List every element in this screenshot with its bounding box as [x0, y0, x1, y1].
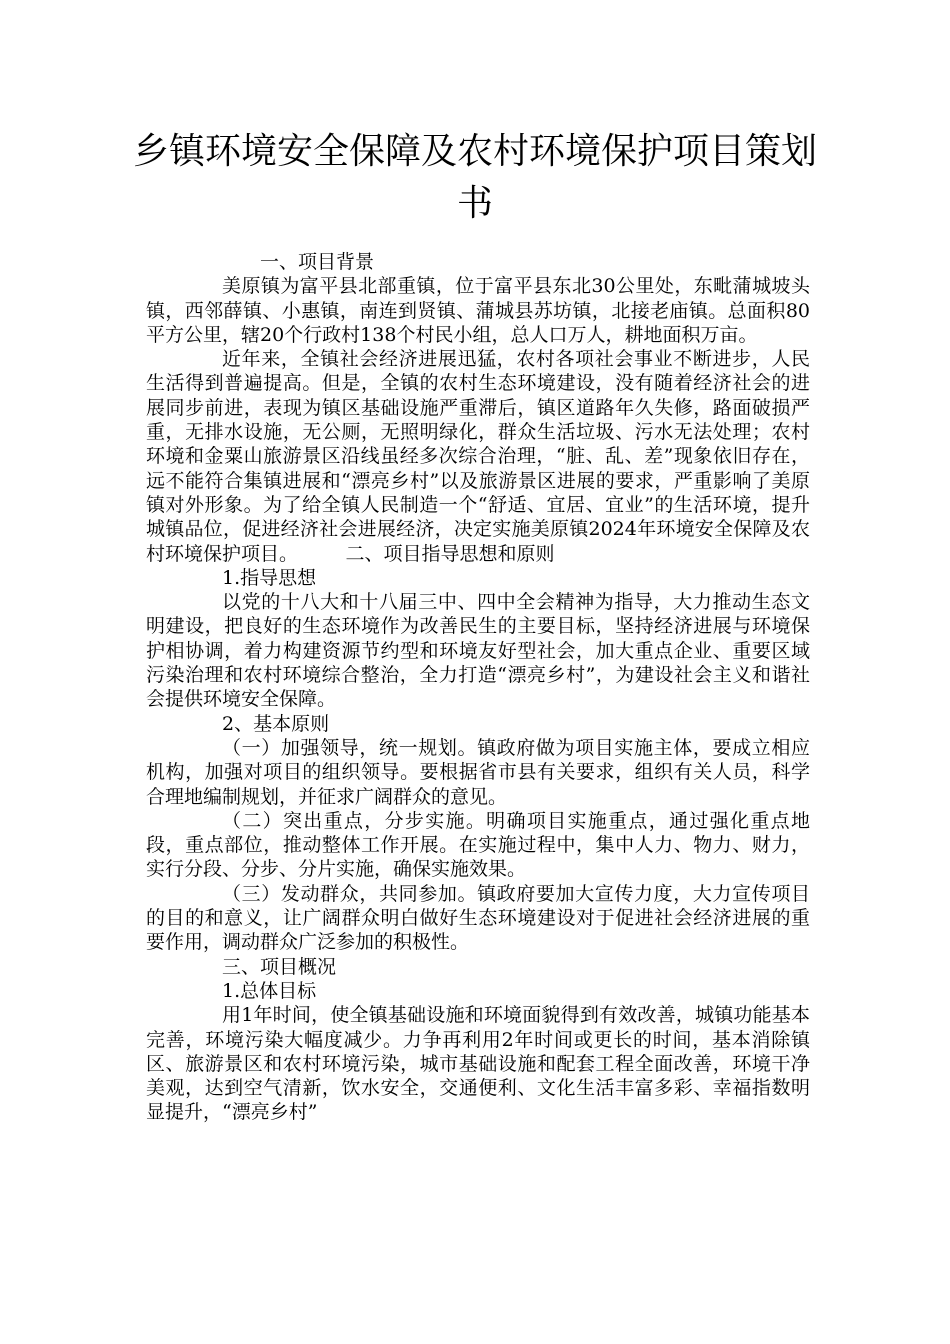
subheading-overall-goal: 1.总体目标 [222, 979, 317, 1002]
paragraph-principle-1: （一）加强领导，统一规划。镇政府做为项目实施主体，要成立相应机构，加强对项目的组织领导。要根据省市县有关要求，组织有关人员，科学合理地编制规划，并征求广阔群众的意见。 [146, 736, 810, 808]
paragraph-recent-development: 近年来，全镇社会经济进展迅猛，农村各项社会事业不断进步，人民生活得到普遍提高。但是，全镇的农村生态环境建设，没有随着经济社会的进展同步前进，表现为镇区基础设施严重滞后，镇区道路年久失修，路面破损严重，无排水设施，无公厕，无照明绿化，群众生活垃圾、污水无法处理；农村环境和金粟山旅游景区沿线虽经多次综合治理，“脏、乱、差”现象依旧存在，远不能符合集镇进展和“漂亮乡村”以及旅游景区进展的要求，严重影响了美原镇对外形象。为了给全镇人民制造一个“舒适、宜居、宜业”的生活环境，提升城镇品位，促进经济社会进展经济，决定实施美原镇2024年环境安全保障及农村环境保护项目。 二、项目指导思想和原则 [146, 348, 810, 565]
subheading-basic-principles: 2、基本原则 [222, 712, 330, 735]
paragraph-overall-goal: 用1年时间，使全镇基础设施和环境面貌得到有效改善，城镇功能基本完善，环境污染大幅度减少。力争再利用2年时间或更长的时间，基本消除镇区、旅游景区和农村环境污染，城市基础设施和配套工程全面改善，环境干净美观，达到空气清新，饮水安全，交通便利、文化生活丰富多彩、幸福指数明显提升，“漂亮乡村” [146, 1004, 810, 1124]
section-heading-overview: 三、项目概况 [222, 955, 337, 978]
document-body [146, 250, 810, 1125]
section-heading-background: 一、项目背景 [260, 251, 375, 273]
paragraph-guiding-thought: 以党的十八大和十八届三中、四中全会精神为指导，大力推动生态文明建设，把良好的生态环境作为改善民生的主要目标，坚持经济进展与环境保护相协调，着力构建资源节约型和环境友好型社会，加大重点企业、重要区域污染治理和农村环境综合整治，全力打造“漂亮乡村”，为建设社会主义和谐社会提供环境安全保障。 [146, 591, 810, 711]
paragraph-town-overview: 美原镇为富平县北部重镇，位于富平县东北30公里处，东毗蒲城坡头镇，西邻薛镇、小惠镇，南连到贤镇、蒲城县苏坊镇，北接老庙镇。总面积80平方公里，辖20个行政村138个村民小组，总人口万人，耕地面积万亩。 [146, 275, 810, 346]
document-title: 乡镇环境安全保障及农村环境保护项目策划书 [132, 131, 817, 224]
subheading-guiding-thought: 1.指导思想 [222, 566, 317, 589]
paragraph-principle-2: （二）突出重点，分步实施。明确项目实施重点，通过强化重点地段，重点部位，推动整体工作开展。在实施过程中，集中人力、物力、财力，实行分段、分步、分片实施，确保实施效果。 [146, 809, 810, 881]
paragraph-principle-3: （三）发动群众，共同参加。镇政府要加大宣传力度，大力宣传项目的目的和意义，让广阔群众明白做好生态环境建设对于促进社会经济进展的重要作用，调动群众广泛参加的积极性。 [146, 882, 810, 954]
